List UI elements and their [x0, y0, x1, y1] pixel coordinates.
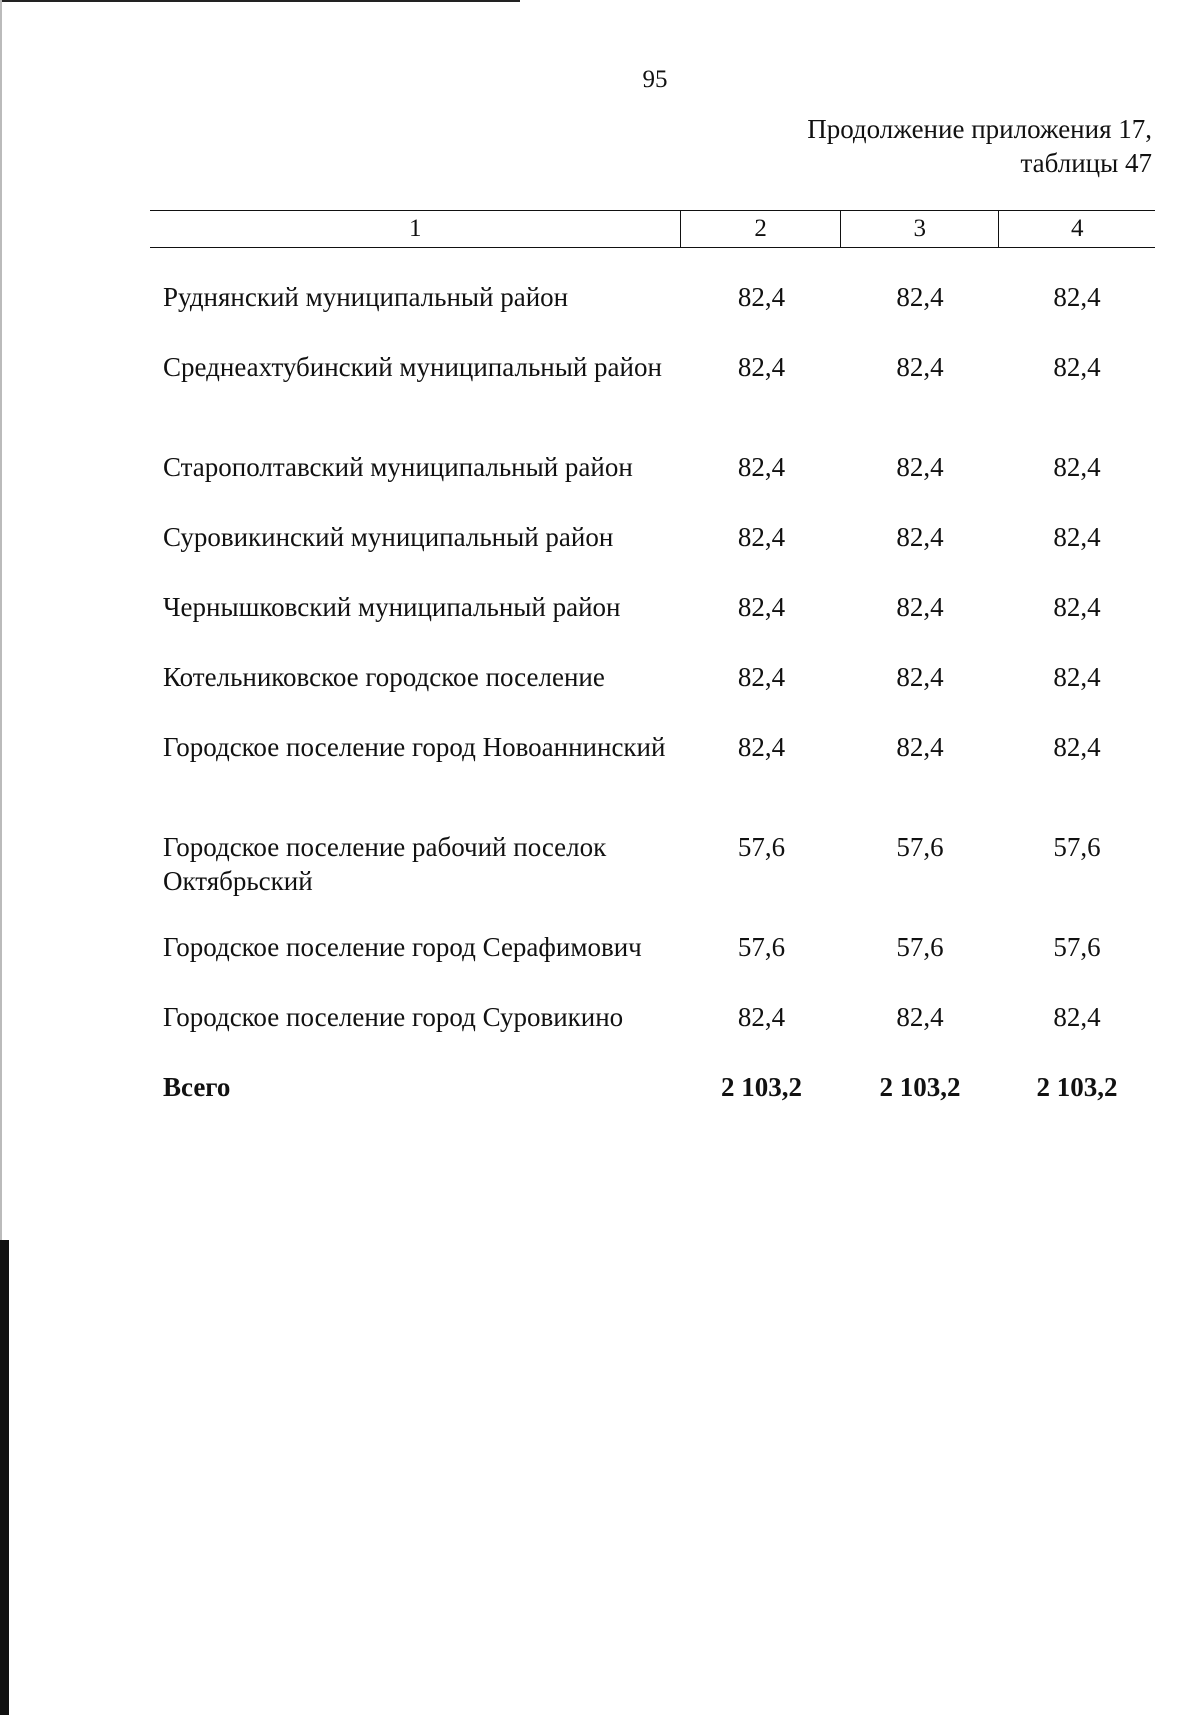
table-row: [150, 930, 1155, 1000]
table-row: [150, 450, 1155, 520]
table-header-cell: 2: [680, 211, 840, 247]
table-row: [150, 590, 1155, 660]
table-row: [150, 830, 1155, 930]
row-value: 82,4: [896, 1002, 944, 1032]
row-value: 82,4: [737, 522, 786, 552]
table-row: [150, 350, 1155, 450]
row-name: Чернышковский муниципальный район: [163, 592, 621, 622]
continuation-line-1: Продолжение приложения 17,: [807, 114, 1152, 144]
row-value: 57,6: [896, 832, 944, 862]
table-row: [150, 520, 1155, 590]
row-value: 57,6: [896, 932, 944, 962]
row-value: 57,6: [737, 832, 786, 862]
row-value: 82,4: [737, 592, 786, 622]
row-name: Старополтавский муниципальный район: [163, 452, 633, 482]
row-name: Суровикинский муниципальный район: [163, 522, 614, 552]
table-header-cell: 3: [840, 211, 999, 247]
table-header-row: [150, 210, 1155, 248]
row-value: 82,4: [1053, 452, 1101, 482]
row-value: 82,4: [1053, 592, 1101, 622]
row-value: 82,4: [737, 452, 786, 482]
row-value: 82,4: [896, 662, 944, 692]
row-value: 82,4: [737, 1002, 786, 1032]
page-number: 95: [642, 66, 668, 93]
scan-edge-top: [0, 0, 520, 2]
table-body: [150, 248, 1155, 1140]
row-value: 82,4: [896, 592, 944, 622]
table-total-row: [150, 1070, 1155, 1140]
table-row: [150, 730, 1155, 830]
row-value: 57,6: [1053, 932, 1101, 962]
total-value: 2 103,2: [721, 1072, 802, 1102]
total-label: Всего: [163, 1072, 231, 1102]
table-row: [150, 660, 1155, 730]
row-value: 82,4: [737, 352, 786, 382]
row-name: Руднянский муниципальный район: [163, 282, 569, 312]
row-value: 57,6: [737, 932, 786, 962]
row-value: 82,4: [737, 662, 786, 692]
row-value: 82,4: [1053, 732, 1101, 762]
total-value: 2 103,2: [1036, 1072, 1118, 1102]
row-value: 82,4: [1053, 1002, 1101, 1032]
table-header-cell: 1: [408, 215, 422, 242]
row-value: 82,4: [896, 352, 944, 382]
continuation-line-2: таблицы 47: [1020, 148, 1152, 178]
scan-edge-left: [0, 0, 2, 1240]
row-name: Городское поселение город Новоаннинский: [163, 732, 666, 762]
row-value: 82,4: [1053, 352, 1101, 382]
row-value: 82,4: [737, 732, 786, 762]
row-value: 82,4: [1053, 662, 1101, 692]
row-name: Городское поселение город Серафимович: [163, 932, 642, 962]
row-name: Городское поселение рабочий поселок Октябрьский: [163, 832, 607, 896]
row-value: 82,4: [737, 282, 786, 312]
row-name: Городское поселение город Суровикино: [163, 1002, 624, 1032]
table-header-cell: 4: [998, 211, 1155, 247]
continuation-note: [807, 112, 1152, 180]
scan-edge-left-dark: [0, 1240, 9, 1715]
row-value: 82,4: [1053, 282, 1101, 312]
row-value: 82,4: [1053, 522, 1101, 552]
row-value: 82,4: [896, 522, 944, 552]
data-table: [150, 210, 1155, 1140]
row-value: 57,6: [1053, 832, 1101, 862]
total-value: 2 103,2: [879, 1072, 961, 1102]
row-name: Котельниковское городское поселение: [163, 662, 605, 692]
row-value: 82,4: [896, 452, 944, 482]
table-row: [150, 280, 1155, 350]
table-row: [150, 1000, 1155, 1070]
row-value: 82,4: [896, 732, 944, 762]
row-name: Среднеахтубинский муниципальный район: [163, 352, 662, 382]
row-value: 82,4: [896, 282, 944, 312]
